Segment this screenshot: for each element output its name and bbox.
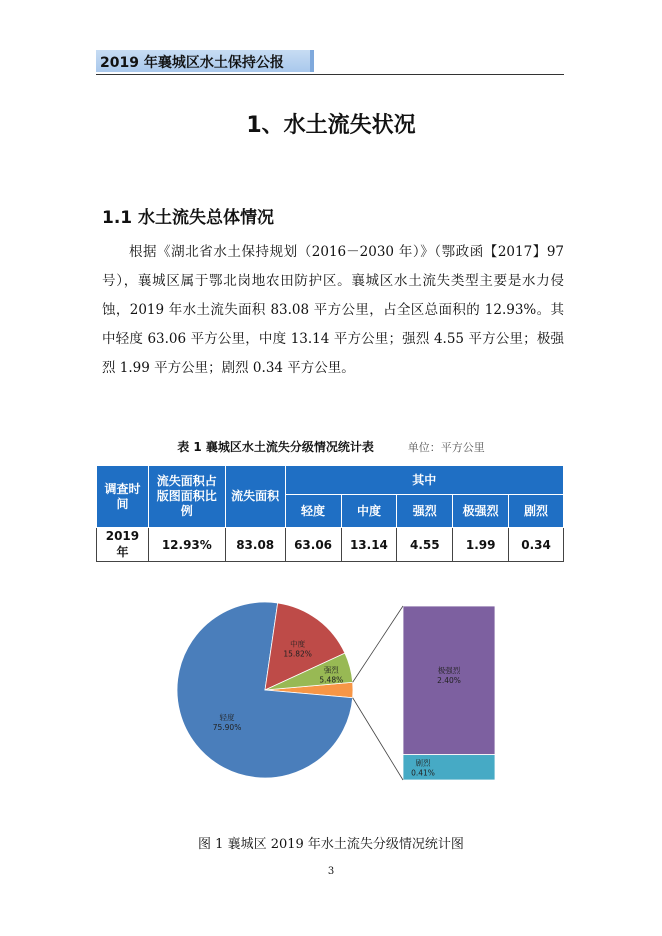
pie-slice-label-1: 中度 15.82%: [283, 639, 312, 659]
body-paragraph: 根据《湖北省水土保持规划（2016－2030 年）》（鄂政函【2017】97 号），襄城区属于鄂北岗地农田防护区。襄城区水土流失类型主要是水力侵蚀，2019 年水土流失面积 83.08 平方公里，占全区总面积的 12.93%。其中轻度 63.06 平方公里，中度 13.14 平方公里；强烈 4.55 平方公里；极强烈 1.99 平方公里；剧烈 0.34 平方公里。: [102, 244, 564, 376]
table-row: [97, 528, 564, 562]
th-grade-light: 轻度: [285, 495, 341, 528]
cell-light: 63.06: [285, 528, 341, 562]
table-unit: 单位：平方公里: [407, 441, 485, 454]
th-grade-moderate: 中度: [341, 495, 397, 528]
pie-slice-label-2: 强烈 5.48%: [319, 665, 344, 685]
th-among: 其中: [285, 466, 563, 495]
th-grade-strong: 强烈: [397, 495, 453, 528]
cell-year: 2019 年: [97, 528, 149, 562]
th-ratio: 流失面积占版图面积比例: [148, 466, 225, 528]
table-caption-title: 表 1 襄城区水土流失分级情况统计表: [177, 440, 374, 454]
bar-segment-label-0: 极强烈 2.40%: [437, 665, 461, 685]
th-grade-very-strong: 极强烈: [453, 495, 509, 528]
table-caption: [0, 438, 662, 455]
th-survey-time: 调查时间: [97, 466, 149, 528]
header-title: 2019 年襄城区水土保持公报: [100, 55, 284, 71]
bar-segment-label-1: 剧烈 0.41%: [411, 758, 435, 778]
cell-severe: 0.34: [509, 528, 564, 562]
pie-chart-container: [170, 598, 500, 788]
th-grade-severe: 剧烈: [509, 495, 564, 528]
cell-strong: 4.55: [397, 528, 453, 562]
section-title: 1.1 水土流失总体情况: [102, 208, 275, 228]
connector-line-bottom: [353, 698, 403, 780]
chapter-title: 1、水土流失状况: [246, 113, 416, 138]
cell-ratio: 12.93%: [148, 528, 225, 562]
stats-table: [96, 465, 564, 562]
figure-caption: 图 1 襄城区 2019 年水土流失分级情况统计图: [198, 837, 464, 852]
cell-area: 83.08: [225, 528, 285, 562]
pie-slice-label-0: 轻度 75.90%: [212, 713, 242, 733]
pie-of-bar-chart: [170, 598, 500, 788]
cell-moderate: 13.14: [341, 528, 397, 562]
header-rule: [96, 74, 564, 75]
page-number: 3: [327, 866, 335, 877]
connector-line-top: [353, 606, 403, 682]
cell-very-strong: 1.99: [453, 528, 509, 562]
th-area: 流失面积: [225, 466, 285, 528]
